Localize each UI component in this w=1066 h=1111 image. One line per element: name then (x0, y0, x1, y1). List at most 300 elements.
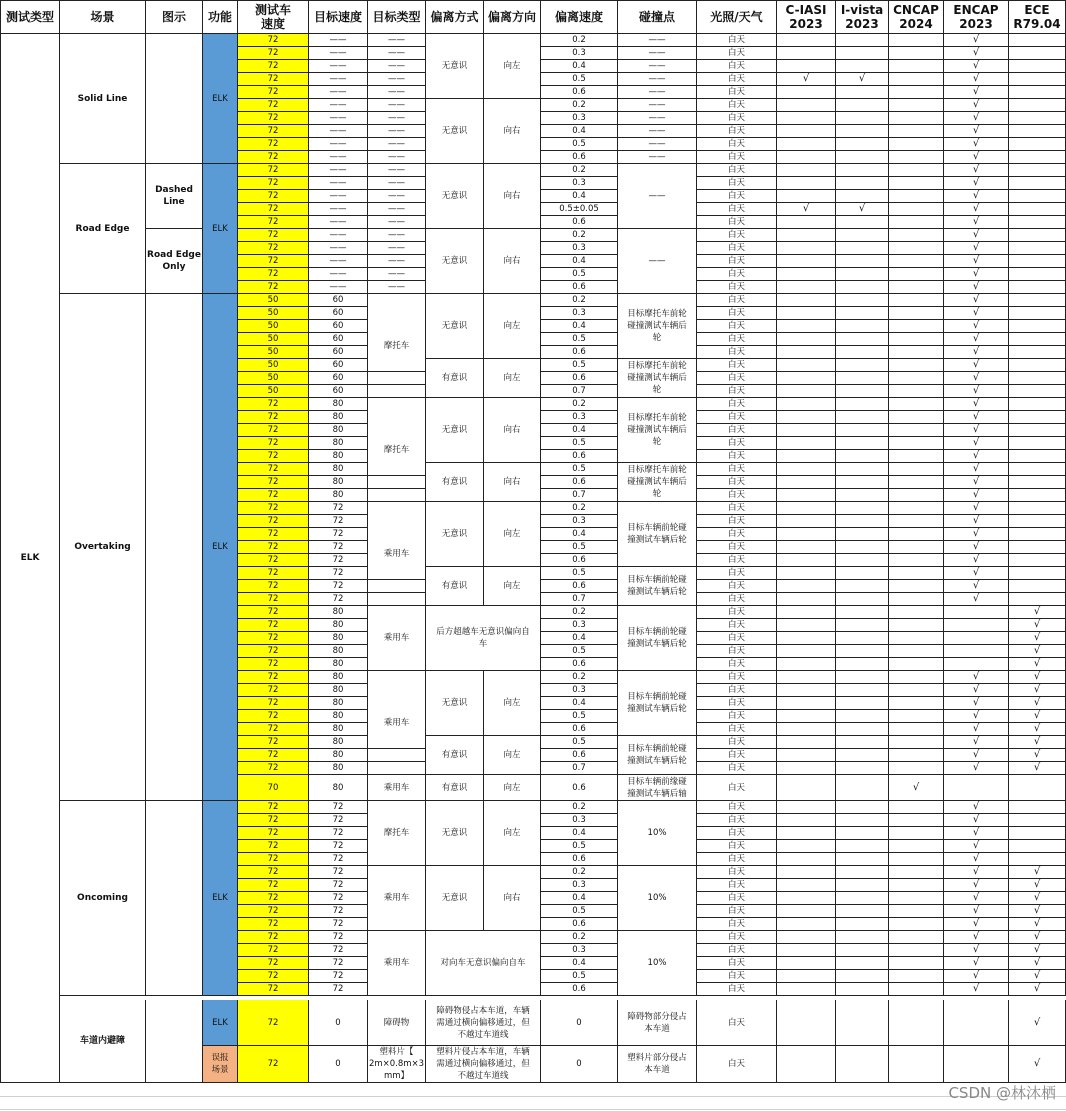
function-cell: ELK (203, 801, 238, 996)
mark-cell (889, 489, 944, 502)
departure-mode-cell: 有意识 (426, 359, 484, 398)
test-speed-cell: 72 (238, 99, 309, 112)
test-speed-cell: 72 (238, 515, 309, 528)
mark-cell: √ (944, 957, 1009, 970)
test-speed-cell: 72 (238, 255, 309, 268)
mark-cell (777, 853, 836, 866)
light-cell: 白天 (697, 47, 777, 60)
target-speed-cell: 0 (309, 1046, 368, 1083)
departure-direction-cell: 向右 (484, 164, 541, 229)
departure-speed-cell: 0.5 (541, 840, 618, 853)
mark-cell (889, 866, 944, 879)
mark-cell (777, 463, 836, 476)
target-type-cell: —— (368, 34, 426, 47)
mark-cell (777, 944, 836, 957)
function-cell: ELK (203, 1000, 238, 1046)
mark-cell (889, 697, 944, 710)
target-speed-cell: 72 (309, 840, 368, 853)
column-header: 图示 (146, 1, 203, 34)
test-speed-cell: 72 (238, 580, 309, 593)
mark-cell (777, 229, 836, 242)
mark-cell (889, 190, 944, 203)
target-speed-cell: —— (309, 281, 368, 294)
light-cell: 白天 (697, 541, 777, 554)
departure-speed-cell: 0.5 (541, 905, 618, 918)
mark-cell (777, 710, 836, 723)
collision-cell: —— (618, 138, 697, 151)
mark-cell: √ (1009, 736, 1066, 749)
mark-cell (944, 645, 1009, 658)
mark-cell: √ (944, 580, 1009, 593)
mark-cell: √ (944, 697, 1009, 710)
mark-cell (889, 99, 944, 112)
light-cell: 白天 (697, 749, 777, 762)
mark-cell (1009, 320, 1066, 333)
departure-mode-cell: 无意识 (426, 229, 484, 294)
mark-cell (836, 346, 889, 359)
mark-cell (777, 983, 836, 996)
target-speed-cell: 80 (309, 723, 368, 736)
light-cell: 白天 (697, 398, 777, 411)
collision-cell: 目标摩托车前轮 碰撞测试车辆后 轮 (618, 463, 697, 502)
light-cell: 白天 (697, 411, 777, 424)
departure-speed-cell: 0.7 (541, 385, 618, 398)
mark-cell (889, 216, 944, 229)
departure-speed-cell: 0.4 (541, 528, 618, 541)
mark-cell (1009, 593, 1066, 606)
scenario-cell: 车道内避障 (60, 1000, 146, 1083)
test-speed-cell: 72 (238, 463, 309, 476)
target-speed-cell: 72 (309, 554, 368, 567)
mark-cell: √ (944, 476, 1009, 489)
target-type-cell (368, 762, 426, 775)
target-type-cell: —— (368, 125, 426, 138)
mark-cell: √ (777, 73, 836, 86)
mark-cell (889, 619, 944, 632)
scenario-cell: Solid Line (60, 34, 146, 164)
departure-speed-cell: 0.6 (541, 450, 618, 463)
collision-cell: 目标车辆前缘碰 撞测试车辆后轴 (618, 775, 697, 801)
target-speed-cell: 72 (309, 580, 368, 593)
column-header: CNCAP 2024 (889, 1, 944, 34)
mark-cell (777, 866, 836, 879)
test-speed-cell: 72 (238, 554, 309, 567)
function-cell: 误报 场景 (203, 1046, 238, 1083)
target-speed-cell: —— (309, 216, 368, 229)
mark-cell: √ (944, 892, 1009, 905)
departure-mode-cell: 无意识 (426, 99, 484, 164)
test-speed-cell: 72 (238, 931, 309, 944)
light-cell: 白天 (697, 658, 777, 671)
mark-cell (889, 385, 944, 398)
mark-cell (889, 1000, 944, 1046)
target-type-cell (368, 580, 426, 593)
light-cell: 白天 (697, 567, 777, 580)
departure-speed-cell: 0.5 (541, 710, 618, 723)
departure-speed-cell: 0.4 (541, 892, 618, 905)
mark-cell (889, 125, 944, 138)
target-speed-cell: —— (309, 151, 368, 164)
test-speed-cell: 50 (238, 320, 309, 333)
mark-cell (777, 892, 836, 905)
mark-cell (836, 1000, 889, 1046)
mark-cell: √ (944, 203, 1009, 216)
departure-speed-cell: 0.4 (541, 632, 618, 645)
departure-speed-cell: 0.3 (541, 242, 618, 255)
light-cell: 白天 (697, 255, 777, 268)
target-speed-cell: 80 (309, 606, 368, 619)
light-cell: 白天 (697, 801, 777, 814)
mark-cell (1009, 216, 1066, 229)
light-cell: 白天 (697, 450, 777, 463)
test-speed-cell: 72 (238, 983, 309, 996)
mark-cell (889, 879, 944, 892)
target-type-cell (368, 385, 426, 398)
collision-cell: —— (618, 60, 697, 73)
target-type-cell: 乘用车 (368, 866, 426, 931)
departure-direction-cell: 向左 (484, 34, 541, 99)
mark-cell: √ (1009, 632, 1066, 645)
departure-speed-cell: 0.5 (541, 970, 618, 983)
departure-speed-cell: 0 (541, 1000, 618, 1046)
test-speed-cell: 72 (238, 1046, 309, 1083)
target-speed-cell: 72 (309, 801, 368, 814)
mark-cell (889, 463, 944, 476)
mark-cell (777, 593, 836, 606)
column-header: 偏离方向 (484, 1, 541, 34)
mark-cell (889, 424, 944, 437)
mark-cell: √ (944, 151, 1009, 164)
column-header: 测试车 速度 (238, 1, 309, 34)
light-cell: 白天 (697, 827, 777, 840)
collision-cell: 目标车辆前轮碰 撞测试车辆后轮 (618, 606, 697, 671)
departure-mode-cell: 无意识 (426, 502, 484, 567)
departure-mode-cell: 对向车无意识偏向自车 (426, 931, 541, 996)
mark-cell (889, 320, 944, 333)
light-cell: 白天 (697, 372, 777, 385)
test-speed-cell: 72 (238, 73, 309, 86)
mark-cell: √ (944, 242, 1009, 255)
light-cell: 白天 (697, 970, 777, 983)
mark-cell (777, 398, 836, 411)
mark-cell (777, 515, 836, 528)
light-cell: 白天 (697, 853, 777, 866)
departure-speed-cell: 0.2 (541, 866, 618, 879)
collision-cell: —— (618, 229, 697, 294)
collision-cell: 目标摩托车前轮 碰撞测试车辆后 轮 (618, 359, 697, 398)
mark-cell (889, 736, 944, 749)
test-speed-cell: 72 (238, 60, 309, 73)
departure-mode-cell: 无意识 (426, 671, 484, 736)
mark-cell (889, 164, 944, 177)
departure-mode-cell: 塑料片侵占本车道，车辆 需通过横向偏移通过，但 不越过车道线 (426, 1046, 541, 1083)
test-speed-cell: 72 (238, 125, 309, 138)
departure-speed-cell: 0.2 (541, 229, 618, 242)
light-cell: 白天 (697, 697, 777, 710)
mark-cell (836, 47, 889, 60)
light-cell: 白天 (697, 489, 777, 502)
mark-cell: √ (1009, 957, 1066, 970)
light-cell: 白天 (697, 424, 777, 437)
mark-cell (889, 333, 944, 346)
mark-cell (1009, 554, 1066, 567)
target-speed-cell: —— (309, 47, 368, 60)
mark-cell: √ (944, 671, 1009, 684)
light-cell: 白天 (697, 554, 777, 567)
light-cell: 白天 (697, 528, 777, 541)
mark-cell (889, 892, 944, 905)
departure-mode-cell: 有意识 (426, 463, 484, 502)
departure-speed-cell: 0.6 (541, 476, 618, 489)
test-speed-cell: 72 (238, 411, 309, 424)
departure-speed-cell: 0.6 (541, 151, 618, 164)
mark-cell (889, 359, 944, 372)
mark-cell: √ (944, 502, 1009, 515)
mark-cell: √ (944, 827, 1009, 840)
collision-cell: —— (618, 34, 697, 47)
target-type-cell: —— (368, 203, 426, 216)
departure-speed-cell: 0.3 (541, 515, 618, 528)
test-speed-cell: 72 (238, 541, 309, 554)
target-speed-cell: 72 (309, 502, 368, 515)
mark-cell (836, 151, 889, 164)
mark-cell (777, 47, 836, 60)
mark-cell (889, 931, 944, 944)
test-speed-cell: 50 (238, 307, 309, 320)
departure-speed-cell: 0.4 (541, 320, 618, 333)
mark-cell (836, 879, 889, 892)
departure-speed-cell: 0.5 (541, 138, 618, 151)
mark-cell: √ (1009, 606, 1066, 619)
departure-speed-cell: 0.3 (541, 814, 618, 827)
light-cell: 白天 (697, 294, 777, 307)
mark-cell (836, 619, 889, 632)
departure-direction-cell: 向右 (484, 463, 541, 502)
test-speed-cell: 72 (238, 164, 309, 177)
target-type-cell (368, 736, 426, 749)
mark-cell: √ (944, 112, 1009, 125)
mark-cell (836, 255, 889, 268)
mark-cell: √ (944, 34, 1009, 47)
mark-cell (889, 450, 944, 463)
mark-cell (836, 424, 889, 437)
test-speed-cell: 70 (238, 775, 309, 801)
mark-cell: √ (944, 593, 1009, 606)
target-type-cell (368, 372, 426, 385)
departure-speed-cell: 0.4 (541, 957, 618, 970)
light-cell: 白天 (697, 125, 777, 138)
mark-cell: √ (1009, 749, 1066, 762)
mark-cell (777, 268, 836, 281)
target-type-cell: —— (368, 177, 426, 190)
target-speed-cell: —— (309, 86, 368, 99)
mark-cell (889, 762, 944, 775)
target-speed-cell: 60 (309, 294, 368, 307)
departure-speed-cell: 0.4 (541, 697, 618, 710)
mark-cell (777, 385, 836, 398)
light-cell: 白天 (697, 268, 777, 281)
mark-cell (1009, 125, 1066, 138)
departure-speed-cell: 0.4 (541, 60, 618, 73)
mark-cell: √ (944, 177, 1009, 190)
mark-cell (836, 86, 889, 99)
mark-cell (889, 801, 944, 814)
test-speed-cell: 72 (238, 1000, 309, 1046)
target-type-cell: 乘用车 (368, 931, 426, 996)
collision-cell: —— (618, 112, 697, 125)
departure-direction-cell: 向右 (484, 229, 541, 294)
mark-cell (836, 970, 889, 983)
mark-cell: √ (1009, 866, 1066, 879)
mark-cell (1009, 281, 1066, 294)
light-cell: 白天 (697, 632, 777, 645)
light-cell: 白天 (697, 151, 777, 164)
departure-speed-cell: 0.5 (541, 541, 618, 554)
departure-direction-cell: 向右 (484, 398, 541, 463)
test-speed-cell: 72 (238, 34, 309, 47)
light-cell: 白天 (697, 1046, 777, 1083)
test-speed-cell: 72 (238, 827, 309, 840)
mark-cell (1009, 515, 1066, 528)
test-speed-cell: 72 (238, 814, 309, 827)
mark-cell (836, 372, 889, 385)
mark-cell: √ (944, 528, 1009, 541)
mark-cell (889, 203, 944, 216)
mark-cell (836, 918, 889, 931)
departure-direction-cell: 向左 (484, 801, 541, 866)
target-type-cell (368, 593, 426, 606)
target-speed-cell: —— (309, 268, 368, 281)
target-type-cell (368, 463, 426, 476)
target-type-cell: —— (368, 47, 426, 60)
mark-cell (836, 593, 889, 606)
mark-cell (836, 541, 889, 554)
target-type-cell: —— (368, 86, 426, 99)
light-cell: 白天 (697, 138, 777, 151)
mark-cell: √ (1009, 983, 1066, 996)
collision-cell: 障碍物部分侵占 本车道 (618, 1000, 697, 1046)
target-speed-cell: 80 (309, 450, 368, 463)
light-cell: 白天 (697, 671, 777, 684)
mark-cell (836, 60, 889, 73)
mark-cell (1009, 411, 1066, 424)
mark-cell (944, 606, 1009, 619)
mark-cell (836, 827, 889, 840)
test-speed-cell: 50 (238, 294, 309, 307)
mark-cell (777, 359, 836, 372)
mark-cell (836, 1046, 889, 1083)
diagram-cell (146, 34, 203, 164)
mark-cell: √ (944, 125, 1009, 138)
mark-cell (944, 775, 1009, 801)
target-speed-cell: 80 (309, 645, 368, 658)
mark-cell (836, 801, 889, 814)
test-speed-cell: 72 (238, 658, 309, 671)
departure-direction-cell: 向左 (484, 671, 541, 736)
test-speed-cell: 72 (238, 242, 309, 255)
test-speed-cell: 72 (238, 723, 309, 736)
mark-cell (777, 528, 836, 541)
departure-mode-cell: 后方超越车无意识偏向自 车 (426, 606, 541, 671)
mark-cell: √ (944, 684, 1009, 697)
mark-cell (889, 814, 944, 827)
departure-speed-cell: 0.5 (541, 567, 618, 580)
departure-speed-cell: 0.4 (541, 827, 618, 840)
mark-cell: √ (944, 73, 1009, 86)
target-speed-cell: —— (309, 229, 368, 242)
mark-cell: √ (944, 385, 1009, 398)
collision-cell: —— (618, 99, 697, 112)
diagram-cell: Road Edge Only (146, 229, 203, 294)
mark-cell (777, 554, 836, 567)
mark-cell: √ (1009, 684, 1066, 697)
mark-cell: √ (944, 372, 1009, 385)
diagram-cell (146, 294, 203, 801)
mark-cell (836, 554, 889, 567)
departure-speed-cell: 0.7 (541, 593, 618, 606)
departure-mode-cell: 有意识 (426, 567, 484, 606)
mark-cell (889, 645, 944, 658)
departure-speed-cell: 0.6 (541, 372, 618, 385)
mark-cell (889, 34, 944, 47)
mark-cell (836, 931, 889, 944)
mark-cell (836, 567, 889, 580)
mark-cell (836, 957, 889, 970)
mark-cell: √ (944, 138, 1009, 151)
test-speed-cell: 72 (238, 216, 309, 229)
mark-cell: √ (944, 424, 1009, 437)
light-cell: 白天 (697, 502, 777, 515)
mark-cell (889, 73, 944, 86)
mark-cell (889, 671, 944, 684)
mark-cell: √ (944, 307, 1009, 320)
mark-cell: √ (944, 333, 1009, 346)
mark-cell (836, 177, 889, 190)
target-speed-cell: 80 (309, 619, 368, 632)
light-cell: 白天 (697, 346, 777, 359)
mark-cell (1009, 385, 1066, 398)
mark-cell (944, 1046, 1009, 1083)
departure-speed-cell: 0.6 (541, 216, 618, 229)
mark-cell (889, 502, 944, 515)
mark-cell (777, 632, 836, 645)
mark-cell (777, 346, 836, 359)
test-speed-cell: 72 (238, 476, 309, 489)
departure-speed-cell: 0.2 (541, 164, 618, 177)
target-type-cell: —— (368, 73, 426, 86)
mark-cell (889, 749, 944, 762)
mark-cell: √ (1009, 1046, 1066, 1083)
mark-cell (836, 840, 889, 853)
mark-cell (836, 112, 889, 125)
light-cell: 白天 (697, 775, 777, 801)
mark-cell (777, 775, 836, 801)
departure-speed-cell: 0.5 (541, 645, 618, 658)
test-speed-cell: 72 (238, 697, 309, 710)
mark-cell: √ (944, 190, 1009, 203)
departure-mode-cell: 障碍物侵占本车道，车辆 需通过横向偏移通过，但 不越过车道线 (426, 1000, 541, 1046)
mark-cell: √ (944, 814, 1009, 827)
target-speed-cell: —— (309, 242, 368, 255)
mark-cell (889, 151, 944, 164)
target-type-cell: —— (368, 281, 426, 294)
mark-cell (836, 229, 889, 242)
mark-cell (777, 190, 836, 203)
mark-cell (777, 86, 836, 99)
mark-cell (1009, 827, 1066, 840)
mark-cell: √ (944, 541, 1009, 554)
mark-cell (777, 671, 836, 684)
